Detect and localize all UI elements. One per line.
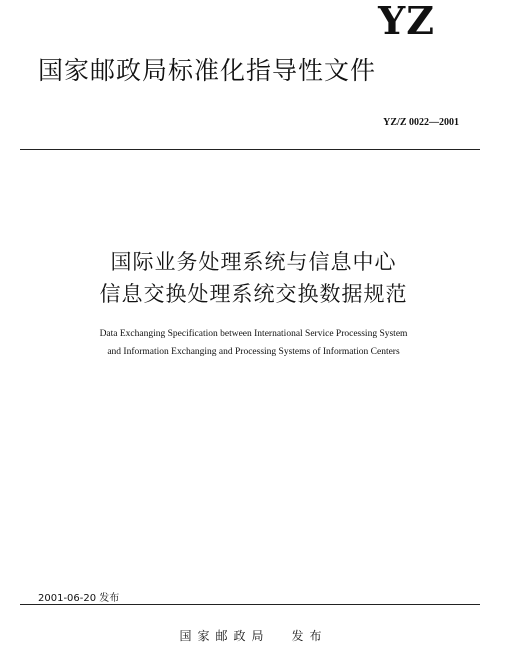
publisher-action: 发布	[291, 629, 328, 643]
document-title-en-line-1: Data Exchanging Specification between International Service Processing System	[99, 329, 408, 339]
publisher-line	[0, 630, 507, 642]
issuer-title: 国家邮政局标准化指导性文件	[38, 56, 377, 85]
release-date: 2001-06-20 发布	[38, 593, 120, 604]
standard-category-mark: YZ	[378, 0, 435, 43]
document-title-cn-line-1: 国际业务处理系统与信息中心	[110, 250, 397, 274]
publisher-name: 国家邮政局	[179, 629, 270, 643]
standard-number: YZ/Z 0022—2001	[383, 117, 459, 128]
document-title-cn-line-2: 信息交换处理系统交换数据规范	[99, 282, 408, 306]
bottom-divider	[20, 604, 480, 605]
document-title-en-line-2: and Information Exchanging and Processing Systems of Information Centers	[107, 347, 400, 357]
top-divider	[20, 149, 480, 150]
